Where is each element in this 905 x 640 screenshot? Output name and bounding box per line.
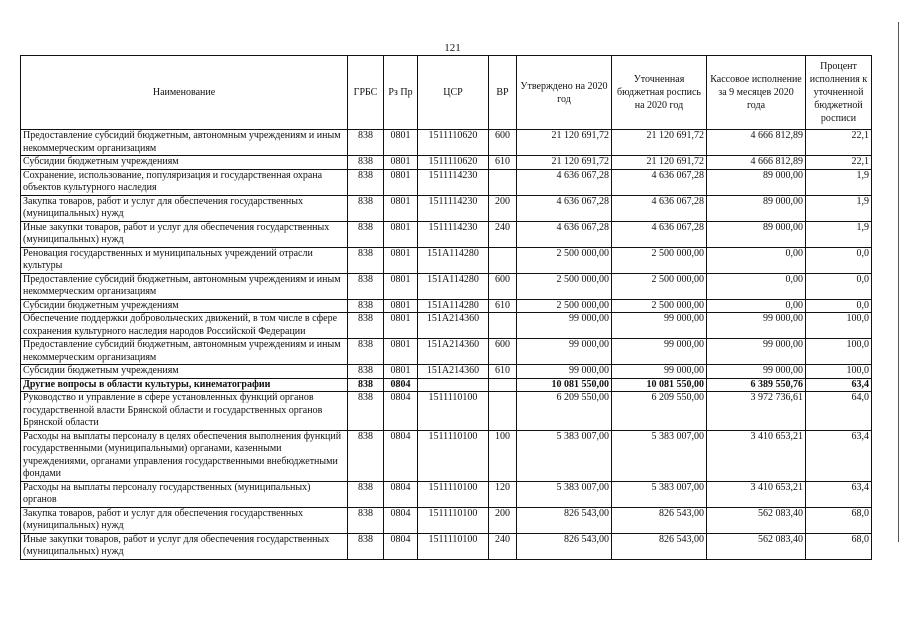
cell-percent: 63,4: [806, 430, 872, 481]
cell-grbs: 838: [348, 130, 384, 156]
cell-csr: 1511110100: [418, 430, 489, 481]
cell-refined: 99 000,00: [612, 313, 707, 339]
cell-name: Иные закупки товаров, работ и услуг для обеспечения государственных (муниципальных) нужд: [21, 221, 348, 247]
cell-vr: [489, 313, 517, 339]
cell-grbs: 838: [348, 156, 384, 170]
cell-grbs: 838: [348, 339, 384, 365]
cell-csr: 1511110100: [418, 392, 489, 431]
page-number: 121: [444, 42, 461, 54]
cell-name: Другие вопросы в области культуры, кинематографии: [21, 378, 348, 392]
header-refined: Уточненная бюджетная роспись на 2020 год: [612, 56, 707, 130]
cell-csr: 151А214360: [418, 365, 489, 379]
cell-cash: 99 000,00: [707, 313, 806, 339]
cell-vr: [489, 247, 517, 273]
cell-rzpr: 0801: [384, 299, 418, 313]
header-percent: Процент исполнения к уточненной бюджетной росписи: [806, 56, 872, 130]
cell-csr: 151А114280: [418, 273, 489, 299]
cell-percent: 64,0: [806, 392, 872, 431]
cell-cash: 99 000,00: [707, 365, 806, 379]
cell-name: Предоставление субсидий бюджетным, автономным учреждениям и иным некоммерческим организациям: [21, 339, 348, 365]
cell-vr: 610: [489, 299, 517, 313]
cell-rzpr: 0801: [384, 156, 418, 170]
cell-vr: 200: [489, 507, 517, 533]
table-row: [21, 365, 872, 379]
cell-name: Предоставление субсидий бюджетным, автономным учреждениям и иным некоммерческим организациям: [21, 273, 348, 299]
cell-cash: 562 083,40: [707, 507, 806, 533]
cell-csr: 151А114280: [418, 247, 489, 273]
cell-rzpr: 0801: [384, 273, 418, 299]
table-row: [21, 273, 872, 299]
cell-percent: 1,9: [806, 169, 872, 195]
cell-grbs: 838: [348, 195, 384, 221]
header-approved: Утверждено на 2020 год: [517, 56, 612, 130]
cell-percent: 63,4: [806, 481, 872, 507]
cell-refined: 6 209 550,00: [612, 392, 707, 431]
cell-rzpr: 0801: [384, 339, 418, 365]
cell-approved: 99 000,00: [517, 365, 612, 379]
cell-approved: 6 209 550,00: [517, 392, 612, 431]
cell-vr: 600: [489, 339, 517, 365]
cell-approved: 826 543,00: [517, 533, 612, 559]
cell-approved: 5 383 007,00: [517, 481, 612, 507]
cell-vr: 600: [489, 130, 517, 156]
table-row: [21, 339, 872, 365]
table-row: [21, 507, 872, 533]
cell-grbs: 838: [348, 247, 384, 273]
cell-rzpr: 0801: [384, 195, 418, 221]
cell-cash: 0,00: [707, 273, 806, 299]
table-row: [21, 299, 872, 313]
budget-table: [20, 55, 872, 560]
cell-refined: 10 081 550,00: [612, 378, 707, 392]
table-header-row: [21, 56, 872, 130]
cell-cash: 4 666 812,89: [707, 130, 806, 156]
cell-csr: 1511110620: [418, 130, 489, 156]
header-cash: Кассовое исполнение за 9 месяцев 2020 года: [707, 56, 806, 130]
cell-refined: 4 636 067,28: [612, 221, 707, 247]
table-row: [21, 313, 872, 339]
header-grbs: ГРБС: [348, 56, 384, 130]
cell-refined: 99 000,00: [612, 365, 707, 379]
cell-grbs: 838: [348, 299, 384, 313]
cell-csr: 1511114230: [418, 169, 489, 195]
cell-name: Субсидии бюджетным учреждениям: [21, 156, 348, 170]
cell-percent: 100,0: [806, 365, 872, 379]
cell-percent: 63,4: [806, 378, 872, 392]
cell-vr: 200: [489, 195, 517, 221]
cell-csr: 1511110100: [418, 533, 489, 559]
cell-name: Руководство и управление в сфере установленных функций органов государственной власти Брянской области и государственных органов Брянской области: [21, 392, 348, 431]
cell-percent: 100,0: [806, 339, 872, 365]
cell-csr: 151А114280: [418, 299, 489, 313]
cell-vr: [489, 378, 517, 392]
cell-vr: [489, 169, 517, 195]
cell-vr: 600: [489, 273, 517, 299]
cell-vr: 240: [489, 221, 517, 247]
cell-cash: 89 000,00: [707, 195, 806, 221]
cell-grbs: 838: [348, 169, 384, 195]
cell-percent: 22,1: [806, 156, 872, 170]
table-body: [21, 130, 872, 560]
cell-refined: 2 500 000,00: [612, 299, 707, 313]
cell-approved: 21 120 691,72: [517, 156, 612, 170]
cell-refined: 99 000,00: [612, 339, 707, 365]
cell-refined: 4 636 067,28: [612, 169, 707, 195]
cell-vr: 610: [489, 156, 517, 170]
table-row: [21, 247, 872, 273]
cell-cash: 562 083,40: [707, 533, 806, 559]
cell-name: Обеспечение поддержки добровольческих движений, в том числе в сфере сохранения культурного наследия народов Российской Федерации: [21, 313, 348, 339]
header-csr: ЦСР: [418, 56, 489, 130]
cell-percent: 100,0: [806, 313, 872, 339]
cell-percent: 1,9: [806, 195, 872, 221]
cell-name: Расходы на выплаты персоналу в целях обеспечения выполнения функций государственными (муниципальными) органами, казенными учреждениями, органами управления государственными внебюджетными фондами: [21, 430, 348, 481]
table-row: [21, 392, 872, 431]
cell-cash: 6 389 550,76: [707, 378, 806, 392]
cell-rzpr: 0801: [384, 247, 418, 273]
cell-grbs: 838: [348, 313, 384, 339]
table-row: [21, 130, 872, 156]
cell-name: Предоставление субсидий бюджетным, автономным учреждениям и иным некоммерческим организациям: [21, 130, 348, 156]
cell-name: Субсидии бюджетным учреждениям: [21, 365, 348, 379]
cell-cash: 0,00: [707, 299, 806, 313]
header-vr: ВР: [489, 56, 517, 130]
header-name: Наименование: [21, 56, 348, 130]
cell-refined: 826 543,00: [612, 533, 707, 559]
cell-rzpr: 0801: [384, 221, 418, 247]
cell-percent: 68,0: [806, 507, 872, 533]
cell-rzpr: 0804: [384, 507, 418, 533]
cell-percent: 68,0: [806, 533, 872, 559]
cell-approved: 4 636 067,28: [517, 169, 612, 195]
cell-rzpr: 0801: [384, 130, 418, 156]
cell-vr: 120: [489, 481, 517, 507]
cell-csr: [418, 378, 489, 392]
cell-cash: 3 972 736,61: [707, 392, 806, 431]
header-rzpr: Рз Пр: [384, 56, 418, 130]
page-edge-mark: [898, 22, 899, 542]
table-row: [21, 378, 872, 392]
cell-grbs: 838: [348, 507, 384, 533]
cell-grbs: 838: [348, 378, 384, 392]
cell-name: Сохранение, использование, популяризация и государственная охрана объектов культурного наследия: [21, 169, 348, 195]
cell-grbs: 838: [348, 481, 384, 507]
cell-csr: 1511110100: [418, 481, 489, 507]
cell-name: Расходы на выплаты персоналу государственных (муниципальных) органов: [21, 481, 348, 507]
cell-cash: 89 000,00: [707, 169, 806, 195]
cell-grbs: 838: [348, 430, 384, 481]
cell-grbs: 838: [348, 365, 384, 379]
cell-approved: 99 000,00: [517, 313, 612, 339]
table-row: [21, 169, 872, 195]
table-row: [21, 195, 872, 221]
cell-refined: 4 636 067,28: [612, 195, 707, 221]
cell-vr: 610: [489, 365, 517, 379]
cell-refined: 5 383 007,00: [612, 430, 707, 481]
cell-cash: 89 000,00: [707, 221, 806, 247]
cell-approved: 5 383 007,00: [517, 430, 612, 481]
cell-approved: 21 120 691,72: [517, 130, 612, 156]
cell-approved: 2 500 000,00: [517, 247, 612, 273]
cell-cash: 99 000,00: [707, 339, 806, 365]
cell-approved: 99 000,00: [517, 339, 612, 365]
cell-csr: 1511114230: [418, 195, 489, 221]
cell-name: Реновация государственных и муниципальных учреждений отрасли культуры: [21, 247, 348, 273]
cell-percent: 0,0: [806, 299, 872, 313]
cell-approved: 826 543,00: [517, 507, 612, 533]
cell-name: Закупка товаров, работ и услуг для обеспечения государственных (муниципальных) нужд: [21, 507, 348, 533]
cell-csr: 1511110620: [418, 156, 489, 170]
cell-cash: 0,00: [707, 247, 806, 273]
cell-rzpr: 0804: [384, 430, 418, 481]
cell-csr: 1511114230: [418, 221, 489, 247]
cell-cash: 3 410 653,21: [707, 481, 806, 507]
cell-rzpr: 0804: [384, 533, 418, 559]
cell-grbs: 838: [348, 273, 384, 299]
cell-rzpr: 0801: [384, 169, 418, 195]
cell-cash: 4 666 812,89: [707, 156, 806, 170]
cell-name: Закупка товаров, работ и услуг для обеспечения государственных (муниципальных) нужд: [21, 195, 348, 221]
cell-refined: 826 543,00: [612, 507, 707, 533]
cell-vr: 240: [489, 533, 517, 559]
cell-vr: [489, 392, 517, 431]
table-row: [21, 533, 872, 559]
cell-percent: 0,0: [806, 273, 872, 299]
cell-refined: 2 500 000,00: [612, 247, 707, 273]
cell-approved: 2 500 000,00: [517, 299, 612, 313]
table-row: [21, 156, 872, 170]
cell-percent: 0,0: [806, 247, 872, 273]
cell-rzpr: 0804: [384, 392, 418, 431]
cell-grbs: 838: [348, 533, 384, 559]
cell-rzpr: 0804: [384, 481, 418, 507]
cell-csr: 151А214360: [418, 339, 489, 365]
cell-name: Иные закупки товаров, работ и услуг для обеспечения государственных (муниципальных) нужд: [21, 533, 348, 559]
cell-grbs: 838: [348, 221, 384, 247]
cell-refined: 5 383 007,00: [612, 481, 707, 507]
cell-approved: 2 500 000,00: [517, 273, 612, 299]
cell-rzpr: 0801: [384, 365, 418, 379]
cell-vr: 100: [489, 430, 517, 481]
cell-grbs: 838: [348, 392, 384, 431]
cell-name: Субсидии бюджетным учреждениям: [21, 299, 348, 313]
table-row: [21, 481, 872, 507]
cell-rzpr: 0801: [384, 313, 418, 339]
cell-refined: 21 120 691,72: [612, 130, 707, 156]
table-row: [21, 221, 872, 247]
cell-percent: 22,1: [806, 130, 872, 156]
cell-csr: 151А214360: [418, 313, 489, 339]
table-row: [21, 430, 872, 481]
cell-refined: 21 120 691,72: [612, 156, 707, 170]
cell-refined: 2 500 000,00: [612, 273, 707, 299]
cell-csr: 1511110100: [418, 507, 489, 533]
cell-approved: 4 636 067,28: [517, 195, 612, 221]
cell-approved: 10 081 550,00: [517, 378, 612, 392]
cell-cash: 3 410 653,21: [707, 430, 806, 481]
cell-approved: 4 636 067,28: [517, 221, 612, 247]
cell-rzpr: 0804: [384, 378, 418, 392]
cell-percent: 1,9: [806, 221, 872, 247]
